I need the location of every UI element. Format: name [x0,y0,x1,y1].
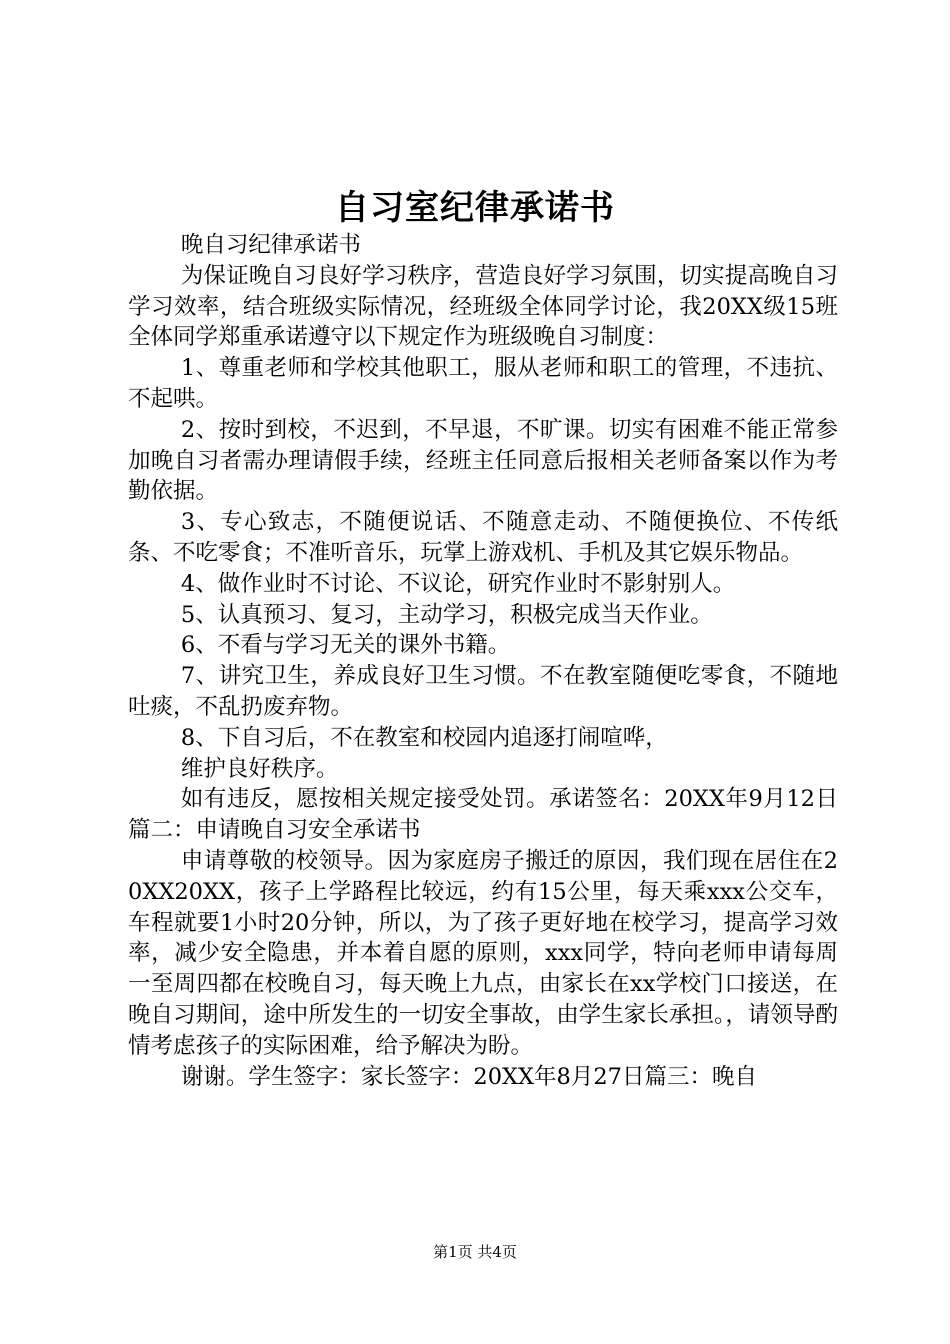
paragraph: 7、讲究卫生，养成良好卫生习惯。不在教室随便吃零食，不随地吐痰，不乱扔废弃物。 [128,663,838,720]
paragraph: 3、专心致志，不随便说话、不随意走动、不随便换位、不传纸条、不吃零食；不准听音乐，玩掌上游戏机、手机及其它娱乐物品。 [128,509,838,566]
document-body [128,230,838,1092]
paragraph: 谢谢。学生签字：家长签字：20XX年8月27日篇三：晚自 [180,1063,757,1090]
paragraph: 维护良好秩序。 [180,755,339,782]
paragraph: 为保证晚自习良好学习秩序，营造良好学习氛围，切实提高晚自习学习效率，结合班级实际情况，经班级全体同学讨论，我20XX级15班全体同学郑重承诺遵守以下规定作为班级晚自习制度： [128,262,838,351]
page-footer: 第1页 共4页 [433,1243,517,1261]
paragraph: 5、认真预习、复习，主动学习，积极完成当天作业。 [180,601,713,628]
paragraph: 1、尊重老师和学校其他职工，服从老师和职工的管理，不违抗、不起哄。 [128,355,838,412]
paragraph: 2、按时到校，不迟到，不早退，不旷课。切实有困难不能正常参加晚自习者需办理请假手续，经班主任同意后报相关老师备案以作为考勤依据。 [128,416,838,505]
paragraph: 申请尊敬的校领导。因为家庭房子搬迁的原因，我们现在居住在20XX20XX，孩子上学路程比较远，约有15公里，每天乘xxx公交车，车程就要1小时20分钟，所以，为了孩子更好地在校学习，提高学习效率，减少安全隐患，并本着自愿的原则，xxx同学，特向老师申请每周一至周四都在校晚自习，每天晚上九点，由家长在xx学校门口接送，在晚自习期间，途中所发生的一切安全事故，由学生家长承担。，请领导酌情考虑孩子的实际困难，给予解决为盼。 [128,847,838,1059]
paragraph: 6、不看与学习无关的课外书籍。 [180,632,511,659]
paragraph: 如有违反，愿按相关规定接受处罚。承诺签名：20XX年9月12日篇二：申请晚自习安全承诺书 [128,786,838,844]
paragraph: 晚自习纪律承诺书 [180,232,361,258]
paragraph: 4、做作业时不讨论、不议论，研究作业时不影射别人。 [180,570,736,597]
document-title: 自习室纪律承诺书 [335,188,615,228]
paragraph: 8、下自习后，不在教室和校园内追逐打闹喧哗， [180,724,668,751]
